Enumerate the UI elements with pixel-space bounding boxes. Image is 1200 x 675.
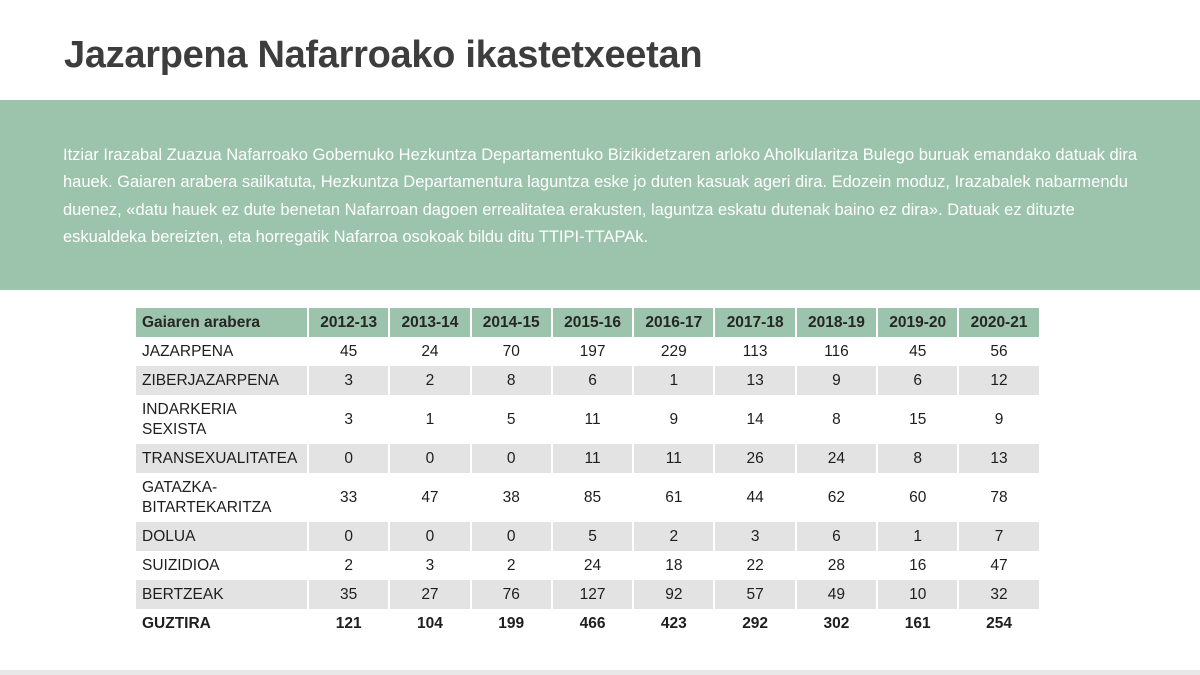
table-cell-value: 229 <box>633 337 714 366</box>
row-label: GATAZKA-BITARTEKARITZA <box>136 473 308 522</box>
table-cell-value: 85 <box>552 473 633 522</box>
row-label: ZIBERJAZARPENA <box>136 366 308 395</box>
column-header-year: 2015-16 <box>552 308 633 337</box>
row-label: DOLUA <box>136 522 308 551</box>
table-cell-value: 32 <box>958 580 1039 609</box>
table-cell-value: 6 <box>552 366 633 395</box>
table-cell-value: 161 <box>877 609 958 638</box>
table-cell-value: 0 <box>471 444 552 473</box>
table-cell-value: 254 <box>958 609 1039 638</box>
table-cell-value: 2 <box>471 551 552 580</box>
table-cell-value: 28 <box>796 551 877 580</box>
table-cell-value: 61 <box>633 473 714 522</box>
table-cell-value: 45 <box>877 337 958 366</box>
table-cell-value: 38 <box>471 473 552 522</box>
table-cell-value: 9 <box>633 395 714 444</box>
table-cell-value: 12 <box>958 366 1039 395</box>
intro-text: Itziar Irazabal Zuazua Nafarroako Gobernuko Hezkuntza Departamentuko Bizikidetzaren arloko Aholkularitza Bulego buruak emandako datuak dira hauek. Gaiaren arabera sailkatuta, Hezkuntza Departamentura laguntza eske jo duten kasuak ageri dira. Edozein moduz, Irazabalek nabarmendu duenez, «datu hauek ez dute benetan Nafarroan dagoen errealitatea erakusten, laguntza eskatu dutenak baino ez dira». Datuak ez dituzte eskualdeka bereizten, eta horregatik Nafarroa osokoak bildu ditu TTIPI-TTAPAk. <box>63 146 1138 246</box>
table-cell-value: 1 <box>633 366 714 395</box>
table-cell-value: 49 <box>796 580 877 609</box>
column-header-year: 2013-14 <box>389 308 470 337</box>
row-label: GUZTIRA <box>136 609 308 638</box>
table-cell-value: 18 <box>633 551 714 580</box>
table-cell-value: 8 <box>471 366 552 395</box>
page-title: Jazarpena Nafarroako ikastetxeetan <box>64 34 703 76</box>
table-body <box>136 337 1040 638</box>
table-cell-value: 197 <box>552 337 633 366</box>
table-cell-value: 35 <box>308 580 389 609</box>
table-cell-value: 24 <box>389 337 470 366</box>
column-header-year: 2016-17 <box>633 308 714 337</box>
table-cell-value: 11 <box>633 444 714 473</box>
table-cell-value: 92 <box>633 580 714 609</box>
table-cell-value: 292 <box>714 609 795 638</box>
table-cell-value: 1 <box>877 522 958 551</box>
table-cell-value: 11 <box>552 395 633 444</box>
bottom-divider <box>0 670 1200 675</box>
table-cell-value: 423 <box>633 609 714 638</box>
table-cell-value: 24 <box>552 551 633 580</box>
row-label: TRANSEXUALITATEA <box>136 444 308 473</box>
table-cell-value: 62 <box>796 473 877 522</box>
table-cell-value: 78 <box>958 473 1039 522</box>
table-cell-value: 27 <box>389 580 470 609</box>
row-label: SUIZIDIOA <box>136 551 308 580</box>
table-row <box>136 473 1040 522</box>
table-cell-value: 5 <box>552 522 633 551</box>
table-cell-value: 60 <box>877 473 958 522</box>
table-cell-value: 57 <box>714 580 795 609</box>
table-cell-value: 199 <box>471 609 552 638</box>
row-label: JAZARPENA <box>136 337 308 366</box>
table-cell-value: 9 <box>796 366 877 395</box>
table-cell-value: 121 <box>308 609 389 638</box>
column-header-year: 2014-15 <box>471 308 552 337</box>
table-cell-value: 466 <box>552 609 633 638</box>
table-cell-value: 3 <box>714 522 795 551</box>
table-cell-value: 11 <box>552 444 633 473</box>
table-cell-value: 6 <box>877 366 958 395</box>
table-cell-value: 8 <box>877 444 958 473</box>
table-row <box>136 337 1040 366</box>
table-cell-value: 0 <box>308 522 389 551</box>
table-cell-value: 26 <box>714 444 795 473</box>
table-cell-value: 2 <box>389 366 470 395</box>
table-cell-value: 6 <box>796 522 877 551</box>
table-cell-value: 33 <box>308 473 389 522</box>
column-header-year: 2012-13 <box>308 308 389 337</box>
table-cell-value: 47 <box>958 551 1039 580</box>
column-header-category: Gaiaren arabera <box>136 308 308 337</box>
data-table <box>136 308 1041 638</box>
table-cell-value: 0 <box>389 444 470 473</box>
table-cell-value: 0 <box>308 444 389 473</box>
table-row <box>136 444 1040 473</box>
table-cell-value: 113 <box>714 337 795 366</box>
table-cell-value: 116 <box>796 337 877 366</box>
table-cell-value: 45 <box>308 337 389 366</box>
table-cell-value: 8 <box>796 395 877 444</box>
column-header-year: 2017-18 <box>714 308 795 337</box>
table-cell-value: 7 <box>958 522 1039 551</box>
table-header-row <box>136 308 1040 337</box>
column-header-year: 2019-20 <box>877 308 958 337</box>
table-row <box>136 551 1040 580</box>
row-label: INDARKERIA SEXISTA <box>136 395 308 444</box>
table-cell-value: 16 <box>877 551 958 580</box>
table-row <box>136 580 1040 609</box>
table-cell-value: 10 <box>877 580 958 609</box>
table-cell-value: 56 <box>958 337 1039 366</box>
table-cell-value: 14 <box>714 395 795 444</box>
table-cell-value: 2 <box>308 551 389 580</box>
table-total-row <box>136 609 1040 638</box>
table-cell-value: 0 <box>471 522 552 551</box>
table-cell-value: 13 <box>958 444 1039 473</box>
table-row <box>136 366 1040 395</box>
row-label: BERTZEAK <box>136 580 308 609</box>
table-cell-value: 9 <box>958 395 1039 444</box>
column-header-year: 2020-21 <box>958 308 1039 337</box>
table-cell-value: 1 <box>389 395 470 444</box>
table-cell-value: 76 <box>471 580 552 609</box>
table-row <box>136 395 1040 444</box>
table-cell-value: 3 <box>308 395 389 444</box>
table-cell-value: 44 <box>714 473 795 522</box>
column-header-year: 2018-19 <box>796 308 877 337</box>
table-cell-value: 24 <box>796 444 877 473</box>
table-cell-value: 13 <box>714 366 795 395</box>
table-cell-value: 0 <box>389 522 470 551</box>
table-cell-value: 302 <box>796 609 877 638</box>
table-cell-value: 127 <box>552 580 633 609</box>
table-cell-value: 3 <box>389 551 470 580</box>
table-row <box>136 522 1040 551</box>
table-cell-value: 2 <box>633 522 714 551</box>
table-cell-value: 15 <box>877 395 958 444</box>
table-cell-value: 104 <box>389 609 470 638</box>
table-cell-value: 5 <box>471 395 552 444</box>
table-cell-value: 22 <box>714 551 795 580</box>
table-cell-value: 70 <box>471 337 552 366</box>
table-cell-value: 3 <box>308 366 389 395</box>
table-cell-value: 47 <box>389 473 470 522</box>
